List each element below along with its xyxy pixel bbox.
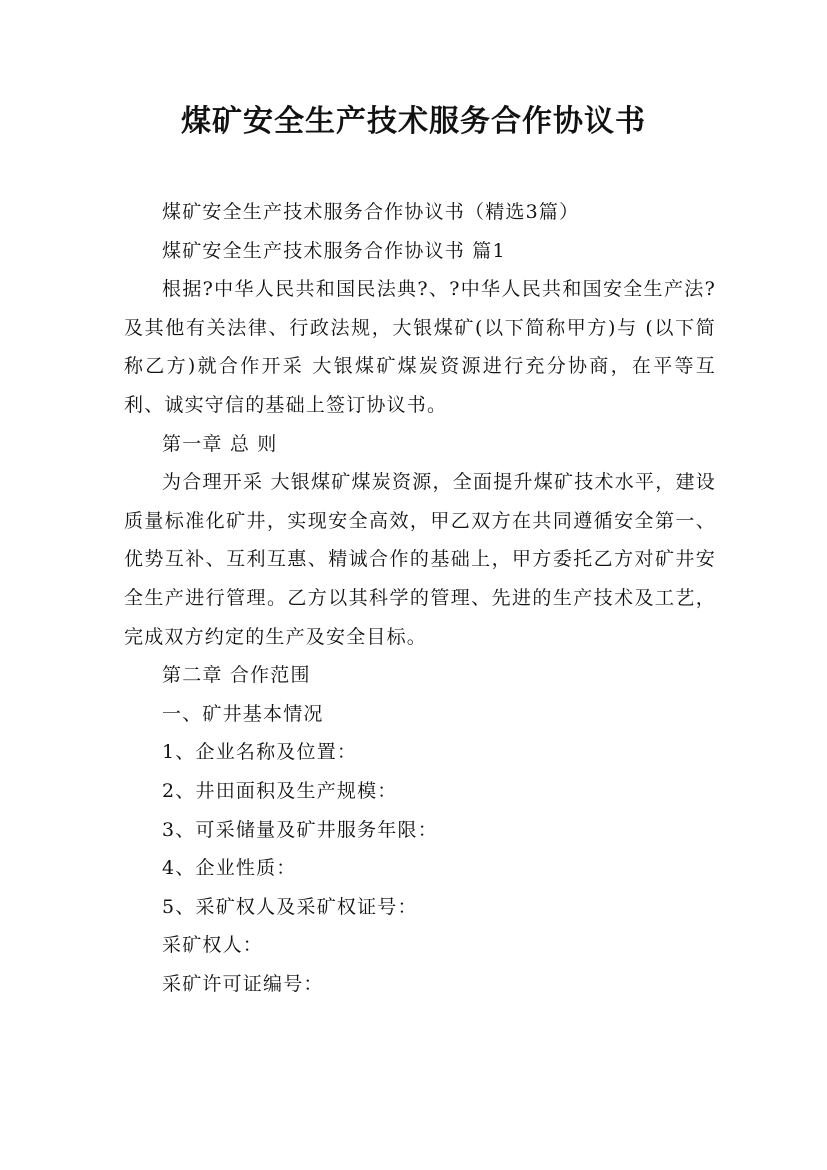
field-line: 采矿权人：	[162, 934, 264, 957]
list-item: 4、企业性质：	[162, 857, 297, 880]
chapter-one-heading: 第一章 总 则	[162, 432, 278, 455]
section-heading-paragraph: 煤矿安全生产技术服务合作协议书 篇1	[162, 239, 506, 262]
list-item: 3、可采储量及矿井服务年限：	[162, 818, 438, 841]
list-item: 2、井田面积及生产规模：	[162, 779, 398, 802]
list-item: 1、企业名称及位置：	[162, 741, 358, 764]
intro-paragraph: 根据?中华人民共和国民法典?、?中华人民共和国安全生产法?及其他有关法律、行政法规，大银煤矿(以下简称甲方)与 (以下简称乙方)就合作开采 大银煤矿煤炭资源进行充分协商，在平等互利、诚实守信的基础上签订协议书。	[124, 278, 716, 416]
subtitle-paragraph: 煤矿安全生产技术服务合作协议书（精选3篇）	[162, 201, 580, 223]
document-body	[124, 193, 716, 1003]
document-title: 煤矿安全生产技术服务合作协议书	[181, 104, 646, 139]
subsection-heading: 一、矿井基本情况	[162, 702, 324, 725]
field-line: 采矿许可证编号：	[162, 972, 324, 995]
list-item: 5、采矿权人及采矿权证号：	[162, 895, 418, 918]
chapter-two-heading: 第二章 合作范围	[162, 664, 311, 687]
chapter-one-paragraph: 为合理开采 大银煤矿煤炭资源，全面提升煤矿技术水平，建设质量标准化矿井，实现安全高效，甲乙双方在共同遵循安全第一、优势互补、互利互惠、精诚合作的基础上，甲方委托乙方对矿井安全生产进行管理。乙方以其科学的管理、先进的生产技术及工艺，完成双方约定的生产及安全目标。	[124, 471, 716, 648]
